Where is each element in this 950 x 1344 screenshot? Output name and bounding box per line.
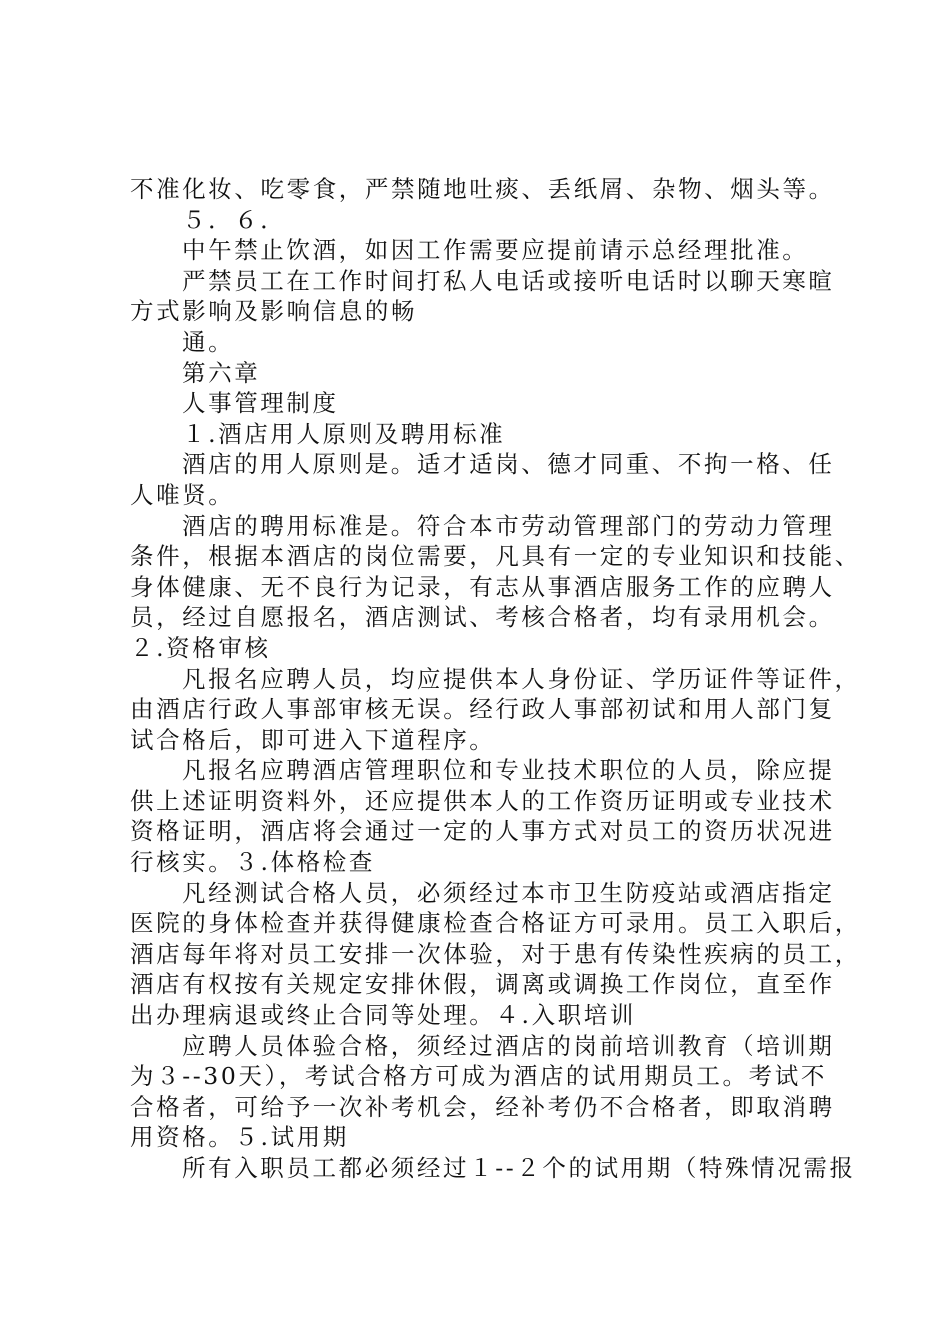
text-line: 医院的身体检查并获得健康检查合格证方可录用。员工入职后，	[130, 909, 861, 938]
text-line: 由酒店行政人事部审核无误。经行政人事部初试和用人部门复	[130, 695, 835, 724]
text-line: 身体健康、无不良行为记录，有志从事酒店服务工作的应聘人	[130, 572, 835, 601]
text-line: 资格证明，酒店将会通过一定的人事方式对员工的资历状况进	[130, 817, 835, 846]
text-line: 合格者，可给予一次补考机会，经补考仍不合格者，即取消聘	[130, 1092, 835, 1121]
section-heading: １.酒店用人原则及聘用标准	[182, 419, 506, 448]
document-body	[130, 174, 861, 1184]
text-line: 凡报名应聘酒店管理职位和专业技术职位的人员，除应提	[182, 756, 835, 785]
chapter-heading: 第六章	[182, 358, 261, 387]
text-line: 用资格。５.试用期	[130, 1123, 349, 1152]
text-line: 条件，根据本酒店的岗位需要，凡具有一定的专业知识和技能、	[130, 542, 861, 571]
text-line: 严禁员工在工作时间打私人电话或接听电话时以聊天寒暄	[182, 266, 835, 295]
text-line: 员，经过自愿报名，酒店测试、考核合格者，均有录用机会。	[130, 603, 835, 632]
text-line: 为３--30天），考试合格方可成为酒店的试用期员工。考试不	[130, 1062, 827, 1091]
text-line: 酒店的聘用标准是。符合本市劳动管理部门的劳动力管理	[182, 511, 835, 540]
text-line: 所有入职员工都必须经过１--２个的试用期（特殊情况需报	[182, 1154, 856, 1182]
text-line: 试合格后，即可进入下道程序。	[130, 725, 496, 754]
text-line: 凡经测试合格人员，必须经过本市卫生防疫站或酒店指定	[182, 878, 835, 907]
section-heading: ２.资格审核	[130, 633, 271, 662]
text-line: 凡报名应聘人员，均应提供本人身份证、学历证件等证件，	[182, 664, 861, 693]
text-line: 酒店有权按有关规定安排休假，调离或调换工作岗位，直至作	[130, 970, 835, 999]
text-line: 方式影响及影响信息的畅	[130, 297, 418, 326]
text-line: 酒店每年将对员工安排一次体验，对于患有传染性疾病的员工，	[130, 939, 861, 968]
text-line: 出办理病退或终止合同等处理。４.入职培训	[130, 1001, 636, 1030]
text-line: 应聘人员体验合格，须经过酒店的岗前培训教育（培训期	[182, 1031, 835, 1060]
text-line: 行核实。３.体格检查	[130, 848, 375, 877]
text-line: 通。	[182, 327, 235, 356]
section-number: ５．６．	[182, 205, 287, 234]
chapter-title: 人事管理制度	[182, 389, 339, 418]
text-line: 人唯贤。	[130, 480, 235, 509]
text-line: 酒店的用人原则是。适才适岗、德才同重、不拘一格、任	[182, 450, 835, 479]
text-line: 供上述证明资料外，还应提供本人的工作资历证明或专业技术	[130, 786, 835, 815]
text-line: 不准化妆、吃零食，严禁随地吐痰、丢纸屑、杂物、烟头等。	[130, 175, 835, 203]
text-line: 中午禁止饮酒，如因工作需要应提前请示总经理批准。	[182, 236, 809, 265]
